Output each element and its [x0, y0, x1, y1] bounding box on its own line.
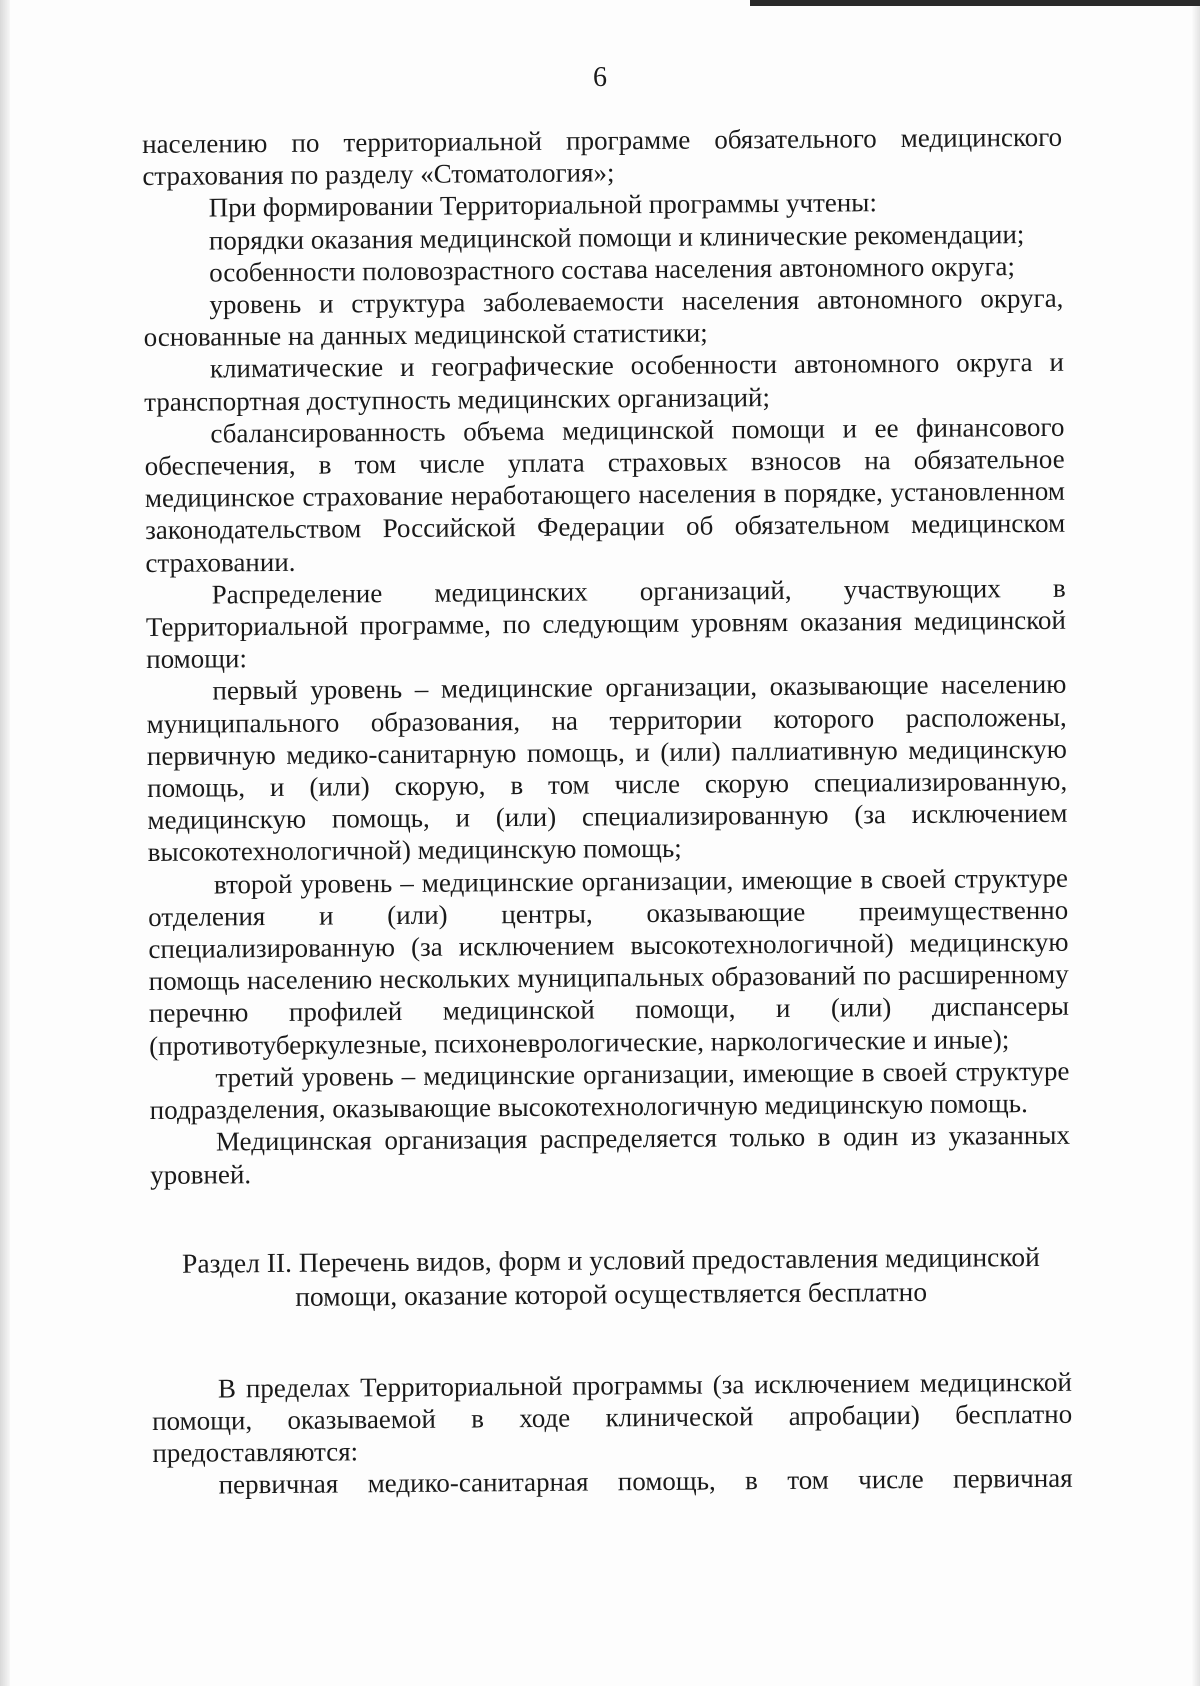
top-border-line [750, 0, 1200, 6]
paragraph-primary-care: первичная медико-санитарная помощь, в том числе первичная [218, 1463, 1073, 1500]
paragraph-single-level: Медицинская организация распределяется только в один из указанных уровней. [150, 1120, 1071, 1190]
list-item-demographics: особенности половозрастного состава населения автономного округа; [209, 250, 1016, 288]
document-body [142, 121, 1073, 1502]
list-item-climate: климатические и географические особенности автономного округа и транспортная доступность медицинских организаций; [144, 347, 1064, 417]
page-number: 6 [593, 62, 607, 93]
level-second: второй уровень – медицинские организации, имеющие в своей структуре отделения и (или) центры, оказывающие преимущественно специализированную (за исключением высокотехнологичной) медицинскую помощь населению нескольких муниципальных образований по расширенному перечню профилей медицинской помощи, и (или) диспансеры (противотуберкулезные, психоневрологические, наркологические и иные); [148, 862, 1070, 1061]
list-item-balance: сбалансированность объема медицинской помощи и ее финансового обеспечения, в том числе уплата страховых взносов на обязательное медицинское страхование неработающего населения в порядке, установленном законодательством Российской Федерации об обязательном медицинском страховании. [144, 411, 1066, 578]
paragraph-distribution: Распределение медицинских организаций, участвующих в Территориальной программе, по следующим уровням оказания медицинской помощи: [145, 572, 1067, 675]
list-item-procedures: порядки оказания медицинской помощи и клинические рекомендации; [208, 218, 1025, 256]
level-third: третий уровень – медицинские организации, имеющие в своей структуре подразделения, оказывающие высокотехнологичную медицинскую помощь. [149, 1055, 1070, 1126]
paragraph-intro: При формировании Территориальной программы учтены: [208, 187, 877, 223]
paragraph-continuation: населению по территориальной программе обязательного медицинского страхования по разделу «Стоматология»; [142, 121, 1063, 192]
scan-edge-right [1192, 0, 1200, 1686]
scan-edge-left [0, 0, 10, 1686]
list-item-morbidity: уровень и структура заболеваемости населения автономного округа, основанные на данных медицинской статистики; [143, 282, 1064, 353]
section-heading: Раздел II. Перечень видов, форм и условий предоставления медицинской помощи, оказание которой осуществляется бесплатно [181, 1240, 1040, 1312]
level-first: первый уровень – медицинские организации, оказывающие населению муниципального образования, на территории которого расположены, первичную медико-санитарную помощь, и (или) паллиативную медицинскую помощь, и (или) скорую, в том числе скорую специализированную, медицинскую помощь, и (или) специализированную (за исключением высокотехнологичной) медицинскую помощь; [146, 669, 1068, 868]
paragraph-free-care: В пределах Территориальной программы (за исключением медицинской помощи, оказываемой в ходе клинической апробации) бесплатно предоставляются: [152, 1366, 1073, 1469]
